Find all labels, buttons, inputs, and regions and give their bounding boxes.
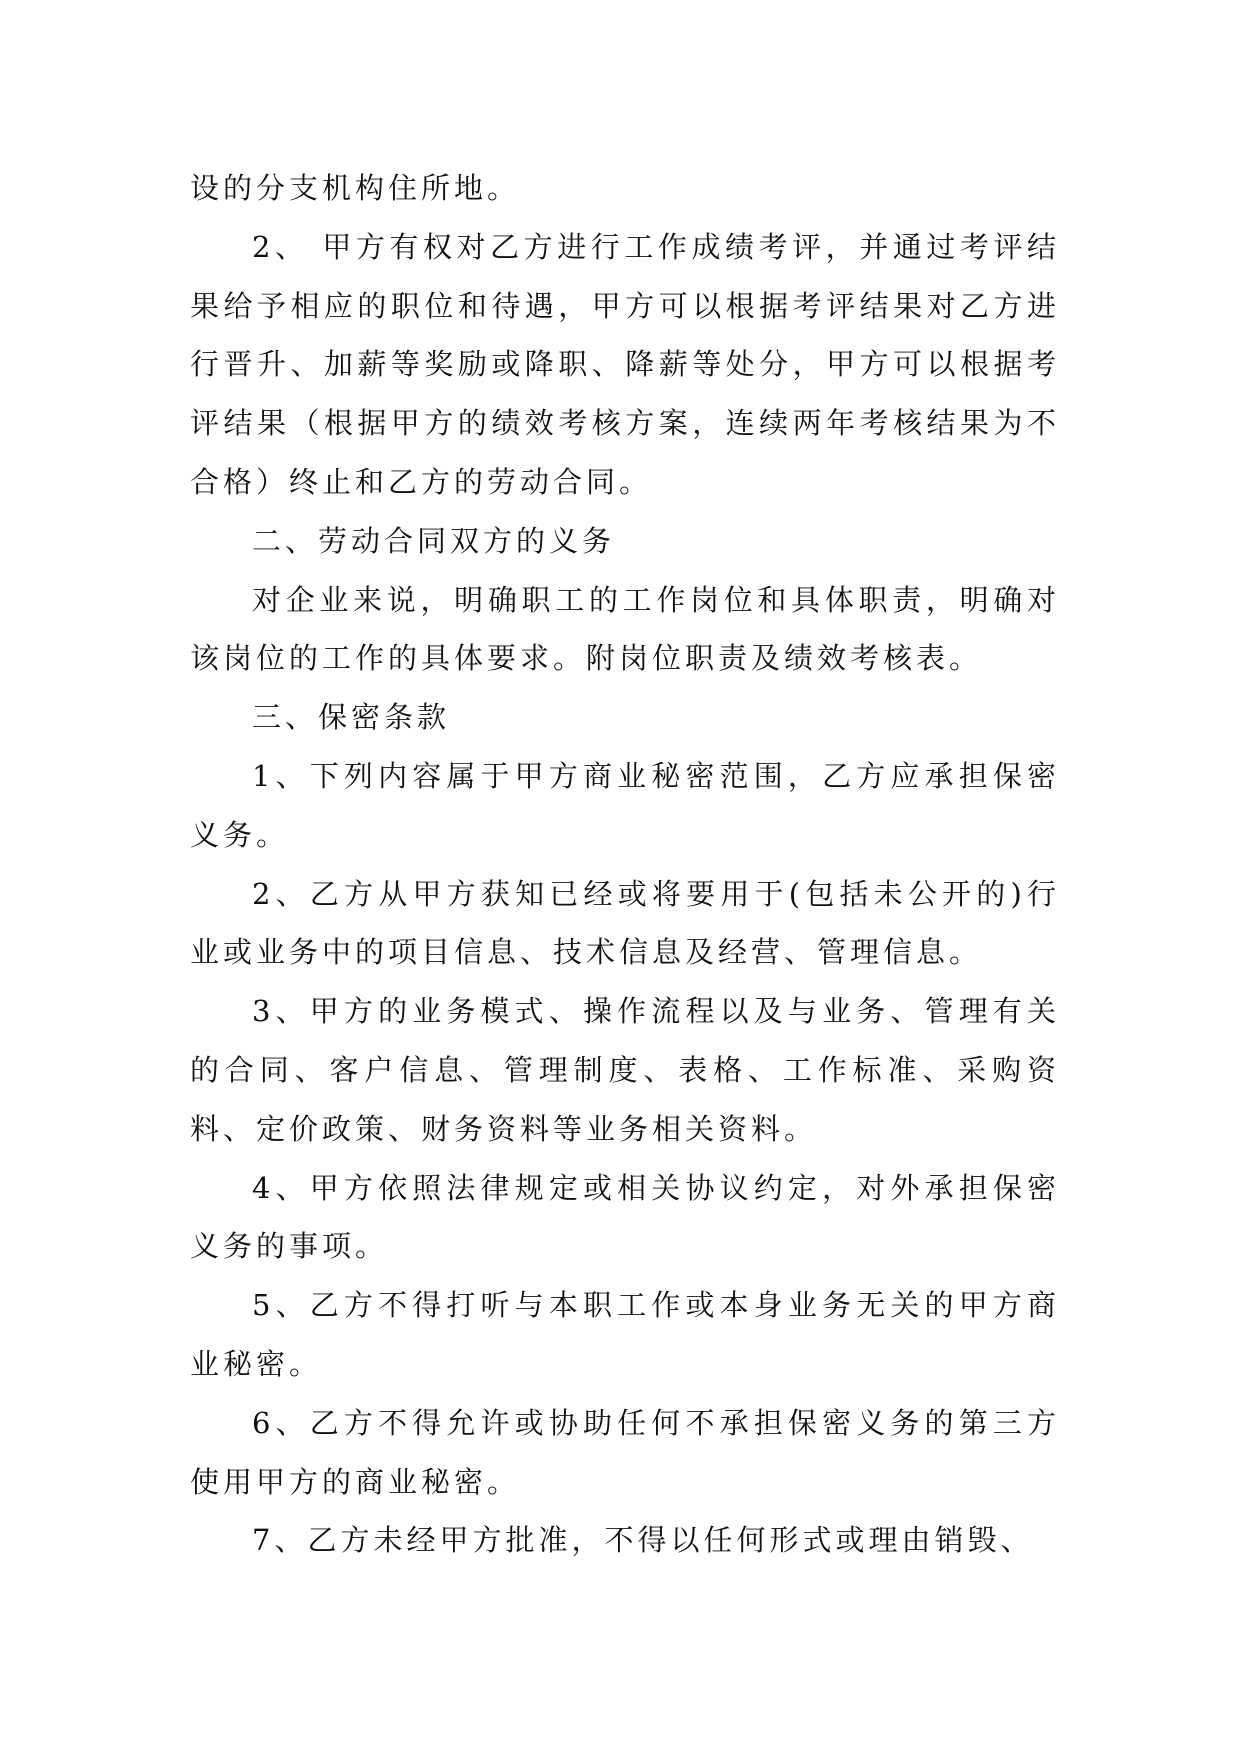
paragraph-4: 对企业来说，明确职工的工作岗位和具体职责，明确对该岗位的工作的具体要求。附岗位职责及绩效考核表。: [190, 582, 1060, 676]
confidentiality-item-7: 7、乙方未经甲方批准，不得以任何形式或理由销毁、: [252, 1523, 1034, 1558]
paragraph-1: 设的分支机构住所地。: [190, 171, 521, 205]
confidentiality-item-4: 4、甲方依照法律规定或相关协议约定，对外承担保密义务的事项。: [190, 1170, 1060, 1264]
confidentiality-item-2: 2、乙方从甲方获知已经或将要用于(包括未公开的)行业或业务中的项目信息、技术信息及经营、管理信息。: [190, 876, 1060, 970]
confidentiality-item-5: 5、乙方不得打听与本职工作或本身业务无关的甲方商业秘密。: [190, 1288, 1060, 1381]
confidentiality-item-6: 6、乙方不得允许或协助任何不承担保密义务的第三方使用甲方的商业秘密。: [190, 1405, 1060, 1499]
section-heading-confidentiality: 三、保密条款: [252, 700, 451, 735]
paragraph-2: 2、 甲方有权对乙方进行工作成绩考评，并通过考评结果给予相应的职位和待遇，甲方可以根据考评结果对乙方进行晋升、加薪等奖励或降职、降薪等处分，甲方可以根据考评结果（根据甲方的绩效考核方案，连续两年考核结果为不合格）终止和乙方的劳动合同。: [190, 229, 1060, 499]
confidentiality-item-3: 3、甲方的业务模式、操作流程以及与业务、管理有关的合同、客户信息、管理制度、表格、工作标准、采购资料、定价政策、财务资料等业务相关资料。: [190, 994, 1060, 1146]
confidentiality-item-1: 1、下列内容属于甲方商业秘密范围，乙方应承担保密义务。: [190, 758, 1060, 852]
section-heading-obligations: 二、劳动合同双方的义务: [252, 523, 616, 558]
document-body: [190, 159, 1060, 1570]
